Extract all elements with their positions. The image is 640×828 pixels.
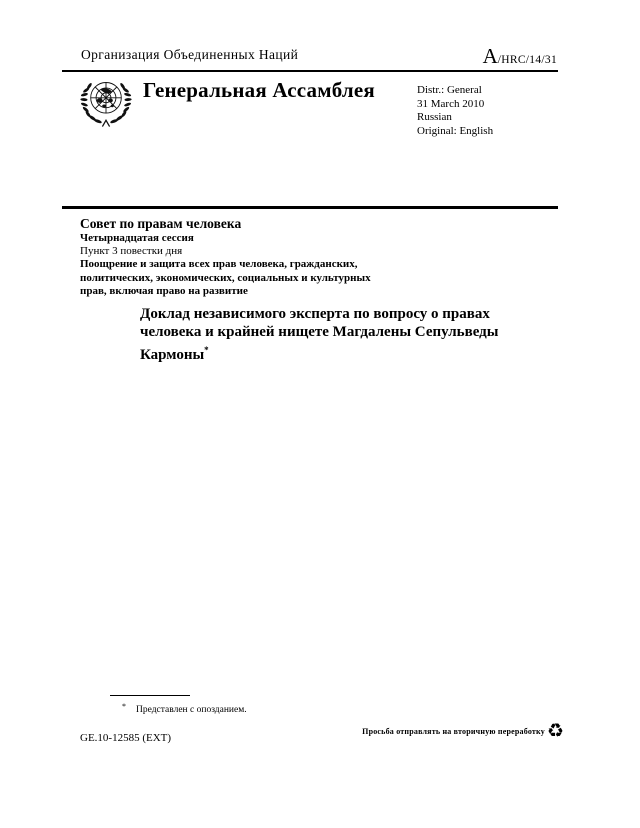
document-symbol-series: A xyxy=(482,44,498,68)
agenda-title xyxy=(80,258,371,299)
distr-language: Russian xyxy=(417,111,452,123)
org-name: Организация Объединенных Наций xyxy=(81,47,299,62)
assembly-title: Генеральная Ассамблея xyxy=(143,78,375,102)
ge-number: GE.10-12585 (EXT) xyxy=(80,732,172,744)
agenda-item: Пункт 3 повестки дня xyxy=(80,245,183,257)
agenda-title-line: политических, экономических, социальных и культурных xyxy=(80,271,371,284)
recycle-icon: ♻ xyxy=(546,720,564,742)
report-title-line: Доклад независимого эксперта по вопросу о правах xyxy=(140,306,490,322)
header-divider xyxy=(62,70,558,72)
distr-original: Original: English xyxy=(417,124,494,137)
document-symbol-number: /HRC/14/31 xyxy=(497,54,557,66)
council-name: Совет по правам человека xyxy=(80,216,242,231)
document-symbol xyxy=(483,44,557,69)
agenda-title-line: прав, включая право на развитие xyxy=(80,285,248,297)
footnote-marker: * xyxy=(122,702,126,711)
distr-line: Distr.: General xyxy=(417,84,482,96)
distr-date: 31 March 2010 xyxy=(417,97,485,110)
recycle-notice xyxy=(362,722,564,741)
recycle-text: Просьба отправлять на вторичную переработку xyxy=(362,727,545,736)
distribution-block xyxy=(417,84,493,138)
un-emblem-icon xyxy=(79,76,133,134)
footnote-divider xyxy=(110,695,190,696)
session-name: Четырнадцатая сессия xyxy=(80,232,194,244)
report-title-line: Кармоны xyxy=(140,347,205,363)
report-title xyxy=(140,305,550,364)
footnote-text: Представлен с опозданием. xyxy=(136,705,247,715)
footnote-reference: * xyxy=(204,345,209,355)
agenda-title-line: Поощрение и защита всех прав человека, гражданских, xyxy=(80,258,358,270)
report-title-line: человека и крайней нищете Магдалены Сепульведы xyxy=(140,324,499,340)
masthead-divider xyxy=(62,206,558,209)
footnote xyxy=(122,702,247,715)
